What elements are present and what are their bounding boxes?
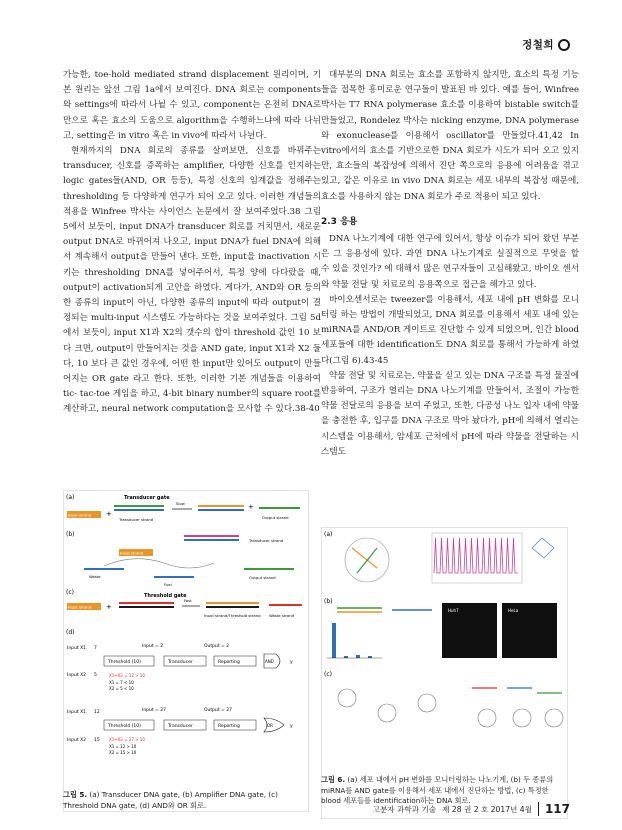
input-count-label: Input = 27 xyxy=(142,708,167,713)
panel-label-a: (a) xyxy=(66,494,75,501)
caption-text: (a) Transducer DNA gate, (b) Amplifier DNA gate, (c) Threshold DNA gate, (d) AND와 OR 회로. xyxy=(63,790,278,810)
sum-condition-label: X1+X2 = 27 > 10 xyxy=(109,737,145,742)
condition-label: X1 = 12 > 10 xyxy=(109,744,137,749)
input-x1-label: Input X1 xyxy=(67,710,87,715)
y-label: y xyxy=(290,660,293,665)
caption-label: 그림 5. xyxy=(63,790,88,799)
bar xyxy=(332,623,336,658)
hela-label: HeLa xyxy=(508,608,519,613)
circle-icon xyxy=(558,39,570,51)
figure-5-caption xyxy=(63,790,309,811)
body-paragraph: 가능한, toe-hold mediated strand displacement 원리이며, 기본 원리는 앞선 그림 1a에서 보여진다. DNA 회로는 components와 settings에 따라서 나뉠 수 있고, component는 온전히 DNA로만으로 혹은 효소의 도움으로 algorithm을 수행하느냐에 따라 나뉘고, setting은 in vitro 혹은 in vivo에 따라서 나뉜다. xyxy=(63,70,321,141)
plus-sign: + xyxy=(106,510,112,518)
value-label: 7 xyxy=(94,646,97,651)
body-paragraph: 대부분의 DNA 회로는 효소를 포함하지 않지만, 효소의 특정 기능들을 접목한 흥미로운 연구들이 발표된 바 있다. 예를 들어, Winfree 박사는 T7 RNA polymerase 효소를 이용하여 bistable switch를 만들었고, Rondelez 박사는 nicking enzyme, DNA polymerase와 exonuclease를 이용해서 oscillator를 만들었다.41,42 In vitro에서의 효소를 기반으로한 DNA 회로가 시도가 되어 오고 있지만, 효소들의 복잡성에 의해서 진단 쪽으로의 응용에 어려움을 겪고 있고, 같은 이유로 in vivo DNA 회로는 세포 내부의 복잡성 때문에, 효소를 사용하지 않는 DNA 회로가 주로 적용이 되고 있다. xyxy=(321,70,579,202)
panel-label-a: (a) xyxy=(324,531,333,538)
panel-label-c: (c) xyxy=(66,589,74,596)
cell-icon xyxy=(478,709,496,727)
body-paragraph: 약물 전달 및 치료로는, 약물을 싣고 있는 DNA 구조를 특정 물질에 반응하여, 구조가 열리는 DNA 나노기계를 만들어서, 조절이 가능한 약물 전달로의 응용을 보여 주었고, 또한, 다공성 나노 입자 내에 약물을 충전한 후, 입구를 DNA 구조로 막아 놨다가, pH에 의해서 열리는 시스템을 이용해서, 암세포 근처에서 pH에 따라 약물을 전달하는 시스템도 xyxy=(321,370,579,457)
y-label: y xyxy=(290,724,293,729)
transducer-gate-label: Transducer gate xyxy=(124,495,170,501)
cell-icon xyxy=(513,709,531,727)
fast-label: Fast xyxy=(184,598,192,603)
waste-label: Waste xyxy=(89,574,101,579)
figure-5-diagram xyxy=(64,491,308,789)
slow-label: Slow xyxy=(176,501,185,506)
right-column xyxy=(321,68,579,460)
value-label: 5 xyxy=(94,673,97,678)
page-footer xyxy=(373,802,570,816)
footer-divider xyxy=(538,802,539,816)
value-label: 15 xyxy=(94,738,100,743)
body-paragraph: 현재까지의 DNA 회로의 종류를 살펴보면, 신호를 바꿔주는 transducer, 신호를 증폭하는 amplifier, 다양한 신호를 인지하는 logic gates들(AND, OR 등등), 특정 신호의 임계값을 정해주는 thresholding 등 다양하게 연구가 되어 오고 있다. 이러한 개념들의 적용을 Winfree 박사는 사이언스 논문에서 잘 보여주었다.38 그림 5에서 보듯이, input DNA가 transducer 회로를 거치면서, 새로운 output DNA로 바뀌어져 나오고, input DNA가 fuel DNA에 의해서 계속해서 output을 만들어 낸다. 또한, input을 inactivation 시키는 thresholding DNA를 넣어주어서, 특정 양에 다다랐을 때, output이 activation되게 고안을 하였다. 게다가, AND와 OR 등의 한 종류의 input이 아닌, 다양한 종류의 input에 따라 output이 결정되는 multi-input 시스템도 가능하다는 것을 보여주었다. 그림 5d에서 보듯이, input X1과 X2의 갯수의 합이 threshold 값인 10 보다 크면, output이 만들어지는 것을 AND gate, input X1과 X2 둘다, 10 보다 큰 값인 경우에, 어떤 한 input만 있어도 output이 만들어지는 OR gate 라고 한다. 또한, 이러한 기본 개념들을 이용하여 tic- tac-toe 게임을 하고, 4-bit binary number의 square root를 계산하고, neural network computation을 모사할 수 있다.38-40 xyxy=(63,146,321,415)
panel-label-d: (d) xyxy=(66,629,75,636)
output-strand-label: Output strand xyxy=(262,515,289,520)
input-strand-label: Input strand xyxy=(68,512,92,518)
value-label: 12 xyxy=(94,710,100,715)
figure-6-diagram xyxy=(322,528,567,772)
or-label: OR xyxy=(267,723,273,728)
input-strand-label: Input strand xyxy=(120,550,144,556)
panel-label-b: (b) xyxy=(66,531,75,538)
input-x2-label: Input X2 xyxy=(67,738,87,743)
reporting-label: Reporting xyxy=(218,660,240,665)
bar xyxy=(344,656,348,658)
tweezer-strand xyxy=(357,548,377,573)
caption-text: (a) 세포 내에서 pH 변화를 모니터링하는 나노기계, (b) 두 종류의 miRNA를 AND gate를 이용해서 세포 내에서 진단하는 방법, (c) 특정한 blood 세포들를 identification하는 DNA 회로. xyxy=(321,775,554,805)
output-count-label: Output = 27 xyxy=(204,708,232,713)
input-count-label: Input = 2 xyxy=(142,644,164,649)
cell-icon xyxy=(378,704,396,722)
section-title: 2.3 응용 xyxy=(321,216,358,227)
reporting-label: Reporting xyxy=(218,724,240,729)
condition-label: X1 = 7 < 10 xyxy=(109,680,134,685)
figure-5 xyxy=(63,490,309,812)
left-column xyxy=(63,68,321,418)
body-paragraph: 바이오센서로는 tweezer를 이용해서, 세포 내에 pH 변화를 모니터링 하는 방법이 개발되었고, DNA 회로를 이용해서 세포 내에 있는 miRNA를 AND/OR 게이트로 진단할 수 있게 되었으며, 인간 blood 세포들에 대한 identification도 DNA 회로를 통해서 가능하게 하였다(그림 6).43-45 xyxy=(321,294,579,366)
threshold-label: Threshold (10) xyxy=(108,660,141,665)
fuel-label: Fuel xyxy=(164,582,172,587)
transducer-label: Transducer xyxy=(168,724,193,729)
author-name: 정철희 xyxy=(522,39,554,51)
input-x2-label: Input X2 xyxy=(67,673,87,678)
bar xyxy=(368,656,372,658)
and-label: AND xyxy=(265,659,274,664)
issue-info: 제 28 권 2 호 2017년 4월 xyxy=(442,804,532,814)
panel-label-c: (c) xyxy=(324,671,332,678)
tweezer-icon xyxy=(532,538,554,558)
sum-condition-label: X1+X2 = 12 > 10 xyxy=(109,673,145,678)
cycle-arrow xyxy=(104,559,214,568)
plus-sign: + xyxy=(106,603,112,611)
input-x1-label: Input X1 xyxy=(67,646,87,651)
cell-icon xyxy=(418,694,436,712)
tweezer-strand xyxy=(352,548,377,568)
threshold-gate-label: Threshold gate xyxy=(144,593,187,599)
condition-label: X2 = 5 < 10 xyxy=(109,686,134,691)
transducer-label: Transducer xyxy=(168,660,193,665)
oscillation-plot xyxy=(434,538,518,573)
waste-strand-label: Waste strand xyxy=(269,613,295,618)
journal-name: 고분자 과학과 기술 xyxy=(372,804,437,814)
panel-label-b: (b) xyxy=(324,598,333,605)
transducer-strand-label: Transducer strand xyxy=(249,538,284,543)
cell-icon xyxy=(338,689,356,707)
author-header xyxy=(522,37,570,52)
input-strand-label: Input strand xyxy=(68,604,92,610)
plus-sign: + xyxy=(248,503,254,511)
caption-label: 그림 6. xyxy=(321,775,346,784)
cell-icon xyxy=(545,709,563,727)
huh7-label: Huh7 xyxy=(448,608,459,613)
transducer-strand-label: Transducer strand xyxy=(119,517,154,522)
output-count-label: Output = 2 xyxy=(204,644,230,649)
condition-label: X2 = 15 > 10 xyxy=(109,750,137,755)
body-paragraph: DNA 나노기계에 대한 연구에 있어서, 항상 이슈가 되어 왔던 부분은 그 응용성에 있다. 과연 DNA 나노기계로 실질적으로 무엇을 할 수 있을 것인가? 에 대해서 많은 연구자들이 고심해왔고, 바이오 센서와 약물 전달 및 치료로의 응용쪽으로 접근을 해가고 있다. xyxy=(321,234,579,290)
bar xyxy=(356,655,360,658)
threshold-label: Threshold (10) xyxy=(108,724,141,729)
input-threshold-label: Input strand/Threshold strand xyxy=(204,613,261,618)
page-number: 117 xyxy=(544,802,570,816)
output-strand-label: Output strand xyxy=(249,575,276,580)
